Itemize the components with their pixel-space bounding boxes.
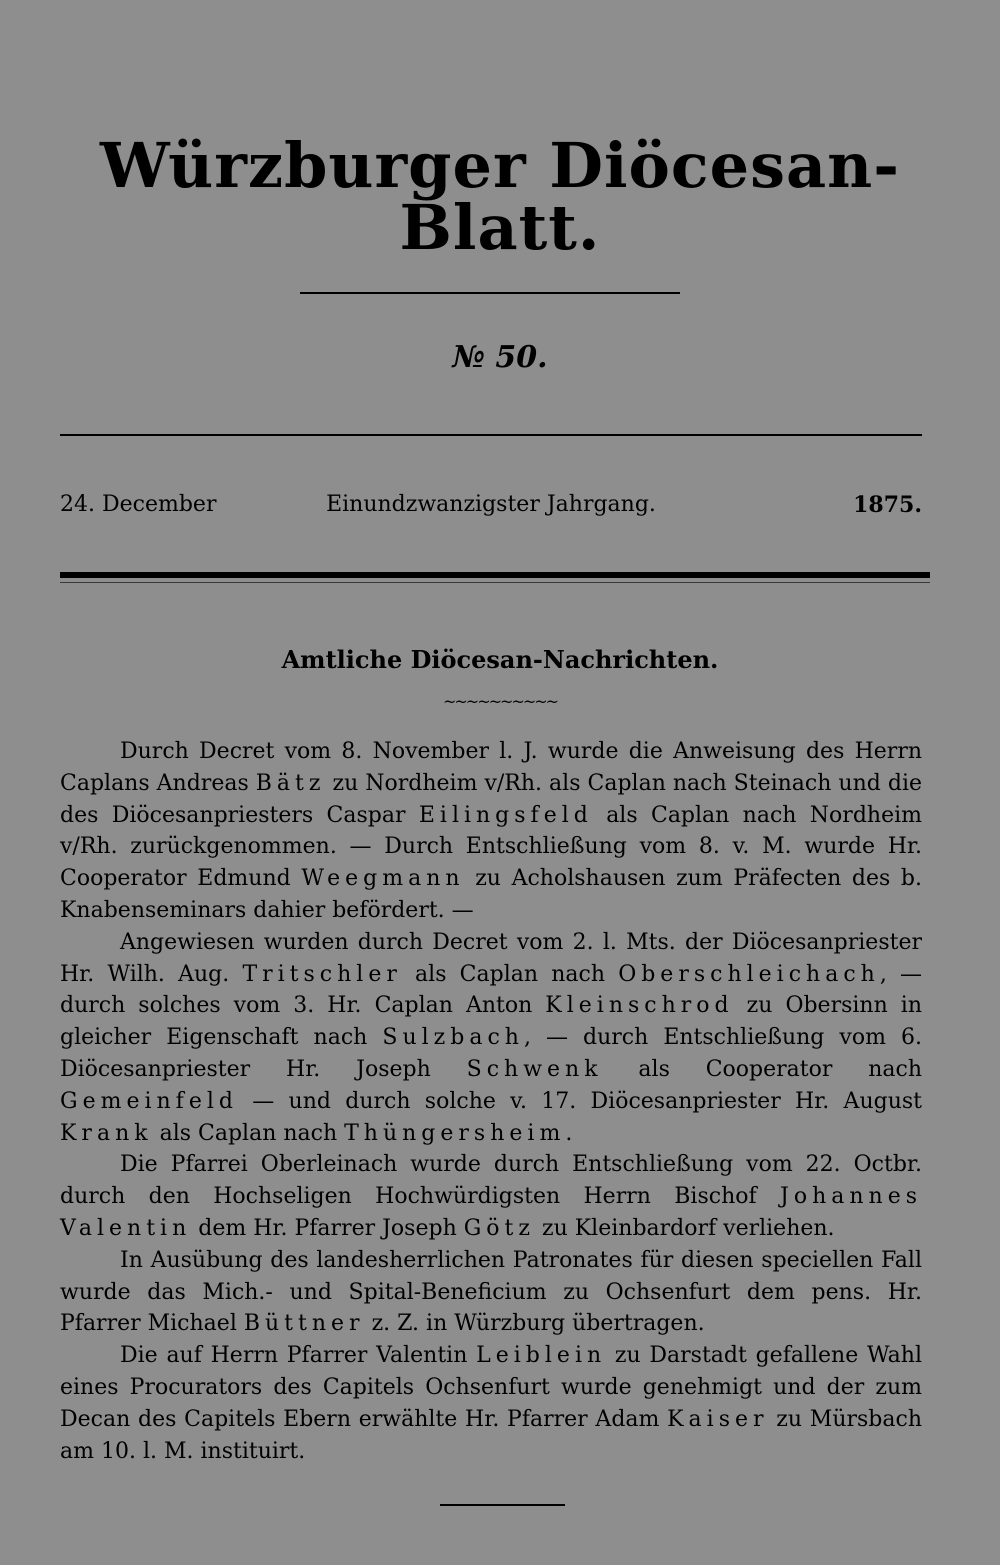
spaced-name: Leiblein — [476, 1343, 607, 1369]
divider-full-top — [60, 434, 922, 436]
paragraph-5 — [60, 1340, 922, 1467]
spaced-name: Eilingsfeld — [418, 802, 593, 828]
spaced-name: Johannes Valentin — [60, 1184, 922, 1241]
text-span: als Caplan nach — [152, 1120, 345, 1146]
text-span: Angewiesen wurden durch Decret vom 2. l. Mts. der Diöcesanpriester Hr. Wilh. Aug. — [60, 929, 922, 987]
spaced-name: Krank — [60, 1120, 153, 1146]
spaced-name: Götz — [463, 1215, 535, 1241]
divider-thin-under-thick — [60, 582, 930, 583]
text-span: zu Darstadt gefallene Wahl eines Procurators des Capitels Ochsenfurt wurde genehmigt und der zum Decan des Capitels Ebern erwählte Hr. Pfarrer Adam — [60, 1343, 922, 1432]
text-span: — und durch solche v. 17. Diöcesanpriester Hr. August — [237, 1088, 922, 1114]
spaced-name: Kleinschrod — [545, 993, 734, 1019]
article-body — [60, 736, 922, 1467]
spaced-name: Gemeinfeld — [60, 1088, 238, 1114]
divider-short-bottom — [440, 1504, 565, 1506]
spaced-name: Oberschleichach — [618, 961, 880, 987]
text-span: z. Z. in Würzburg übertragen. — [364, 1311, 705, 1337]
text-span: Durch Decret vom 8. November l. J. wurde die Anweisung des Herrn Caplans Andreas — [60, 739, 922, 796]
text-span: In Ausübung des landesherrlichen Patronates für diesen speciellen Fall wurde das Mich.- und Spital-Beneficium zu Ochsenfurt dem pens. Hr. Pfarrer Michael — [60, 1247, 922, 1337]
paragraph-3 — [60, 1149, 922, 1244]
divider-thick — [60, 572, 930, 578]
spaced-name: Thüngersheim — [344, 1120, 566, 1146]
section-heading: Amtliche Diöcesan-Nachrichten. — [281, 645, 719, 674]
masthead-title: Würzburger Diöcesan-Blatt. — [100, 129, 900, 264]
heading-ornament: ~~~~~~~~~~ — [442, 692, 558, 711]
text-span: , — durch Entschließung vom 6. Diöcesanpriester Hr. Joseph — [60, 1025, 923, 1082]
spaced-name: Sulzbach — [382, 1025, 524, 1051]
paragraph-4 — [60, 1245, 922, 1340]
text-span: . — [565, 1120, 573, 1146]
text-span: zu Obersinn in gleicher Eigenschaft nach — [60, 993, 922, 1051]
spaced-name: Tritschler — [242, 961, 402, 987]
spaced-name: Schwenk — [466, 1056, 603, 1082]
issue-year: 1875. — [853, 492, 922, 518]
text-span: , — durch solches vom 3. Hr. Caplan Anton — [60, 961, 922, 1019]
text-span: zu Mürsbach am 10. l. M. instituirt. — [60, 1406, 922, 1464]
spaced-name: Bätz — [255, 770, 326, 796]
paragraph-1 — [60, 736, 922, 927]
spaced-name: Kaiser — [667, 1406, 769, 1432]
spaced-name: Weegmann — [301, 866, 465, 892]
divider-short-top — [300, 292, 680, 294]
text-span: Die Pfarrei Oberleinach wurde durch Entschließung vom 22. Octbr. durch den Hochseligen Hochwürdigsten Herrn Bischof — [60, 1152, 922, 1210]
text-span: als Caplan nach — [401, 961, 619, 987]
issue-date: 24. December — [60, 492, 217, 517]
text-span: als Caplan nach Nordheim v/Rh. zurückgenommen. — Durch Entschließung vom 8. v. M. wurde Hr. Cooperator Edmund — [60, 802, 922, 892]
text-span: zu Kleinbardorf verliehen. — [535, 1215, 835, 1241]
text-span: zu Acholshausen zum Präfecten des b. Knabenseminars dahier befördert. — — [60, 866, 922, 923]
text-span: als Cooperator nach — [602, 1056, 923, 1082]
paragraph-2 — [60, 927, 922, 1150]
spaced-name: Büttner — [243, 1311, 365, 1337]
issue-number: № 50. — [452, 340, 548, 375]
text-span: Die auf Herrn Pfarrer Valentin — [120, 1343, 477, 1369]
text-span: dem Hr. Pfarrer Joseph — [191, 1215, 464, 1241]
text-span: zu Nordheim v/Rh. als Caplan nach Steinach und die des Diöcesanpriesters Caspar — [60, 770, 922, 828]
volume-label: Einundzwanzigster Jahrgang. — [326, 492, 656, 517]
